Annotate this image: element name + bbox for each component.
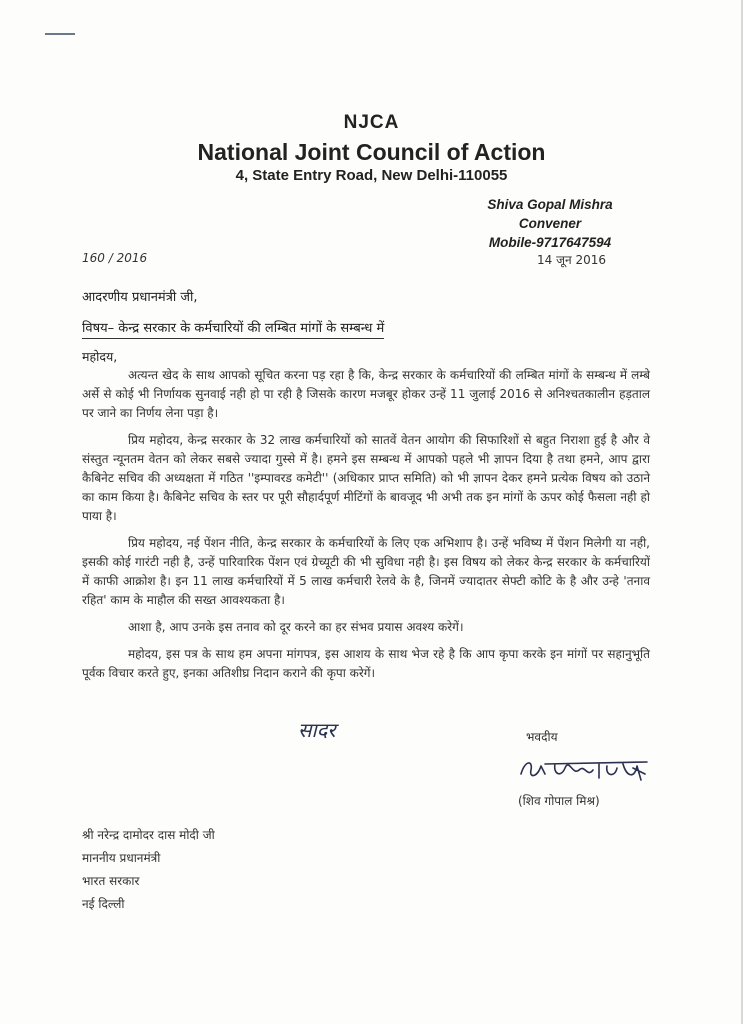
org-short-name: NJCA <box>343 112 400 133</box>
addressee-line: भारत सरकार <box>82 874 140 888</box>
paragraph: अत्यन्त खेद के साथ आपको सूचित करना पड़ रहा है कि, केन्द्र सरकार के कर्मचारियों की लम्बित मांगों के सम्बन्ध में लम्बे अर्से से कोई भी निर्णायक सुनवाई नही हो पा रही है जिसके कारण मजबूर होकर उन्हें 11 जुलाई 2016 से अनिश्चतकालीन हड़ताल पर जाने का निर्णय लेना पड़ा है। <box>82 368 650 420</box>
signer-name: (शिव गोपाल मिश्र) <box>518 794 600 808</box>
convener-name: Shiva Gopal Mishra <box>487 197 613 212</box>
convener-block <box>470 195 630 252</box>
salutation: आदरणीय प्रधानमंत्री जी, <box>82 290 198 305</box>
addressee-line: श्री नरेन्द्र दामोदर दास मोदी जी <box>82 828 215 842</box>
addressee-line: माननीय प्रधानमंत्री <box>82 851 161 865</box>
greeting: महोदय, <box>82 349 118 364</box>
reference-number: 160 / 2016 <box>82 251 148 265</box>
paragraph: आशा है, आप उनके इस तनाव को दूर करने का हर संभव प्रयास अवश्य करेगें। <box>128 620 464 634</box>
org-full-name: National Joint Council of Action <box>197 139 546 165</box>
handwritten-note: सादर <box>298 718 336 742</box>
letter-body <box>82 366 650 691</box>
org-address: 4, State Entry Road, New Delhi-110055 <box>235 167 508 184</box>
margin-mark <box>45 33 75 35</box>
addressee-block <box>82 824 215 916</box>
convener-title: Convener <box>518 216 582 231</box>
paragraph: महोदय, इस पत्र के साथ हम अपना मांगपत्र, इस आशय के साथ भेज रहे है कि आप कृपा करके इन मांगों पर सहानुभूति पूर्वक विचार करते हुए, इनका अतिशीघ्र निदान कराने की कृपा करेगें। <box>82 647 650 680</box>
paragraph: प्रिय महोदय, नई पेंशन नीति, केन्द्र सरकार के कर्मचारियों के लिए एक अभिशाप है। उन्हें भविष्य में पेंशन मिलेगी या नही, इसकी कोई गारंटी नही है, उन्हें पारिवारिक पेंशन एवं ग्रेच्यूटी की भी सुविधा नही है। इस विषय को लेकर केन्द्र सरकार के कर्मचारियों में काफी आक्रोश है। इन 11 लाख कर्मचारियों में 5 लाख कर्मचारी रेलवे के है, जिनमें ज्यादातर सेफ्टी कोटि के है और उन्हे 'तनाव रहित' काम के माहौल की सख्त आवश्यकता है। <box>82 536 650 607</box>
letter-date: 14 जून 2016 <box>537 253 607 267</box>
addressee-line: नई दिल्ली <box>82 897 125 911</box>
closing: भवदीय <box>526 730 558 744</box>
paragraph: प्रिय महोदय, केन्द्र सरकार के 32 लाख कर्मचारियों को सातवें वेतन आयोग की सिफारिशों से बहुत निराशा हुई है और वे संस्तुत न्यूनतम वेतन को लेकर सबसे ज्यादा गुस्से में है। हमने इस सम्बन्ध में आपको पहले भी ज्ञापन दिया है तथा हमने, आप द्वारा कैबिनेट सचिव की अध्यक्षता में गठित ''इम्पावरड कमेटी'' (अधिकार प्राप्त समिति) को भी ज्ञापन देकर हमने प्रत्येक विषय को उठाने का काम किया है। कैबिनेट सचिव के स्तर पर पूरी सौहार्दपूर्ण मीटिंगों के बावजूद भी अभी तक इन मांगों के ऊपर कोई फैसला नही हो पाया है। <box>82 433 650 523</box>
handwritten-signature <box>515 752 655 786</box>
convener-mobile: Mobile-9717647594 <box>488 235 612 250</box>
subject-line: विषय– केन्द्र सरकार के कर्मचारियों की लम्बित मांगों के सम्बन्ध में <box>82 318 384 339</box>
